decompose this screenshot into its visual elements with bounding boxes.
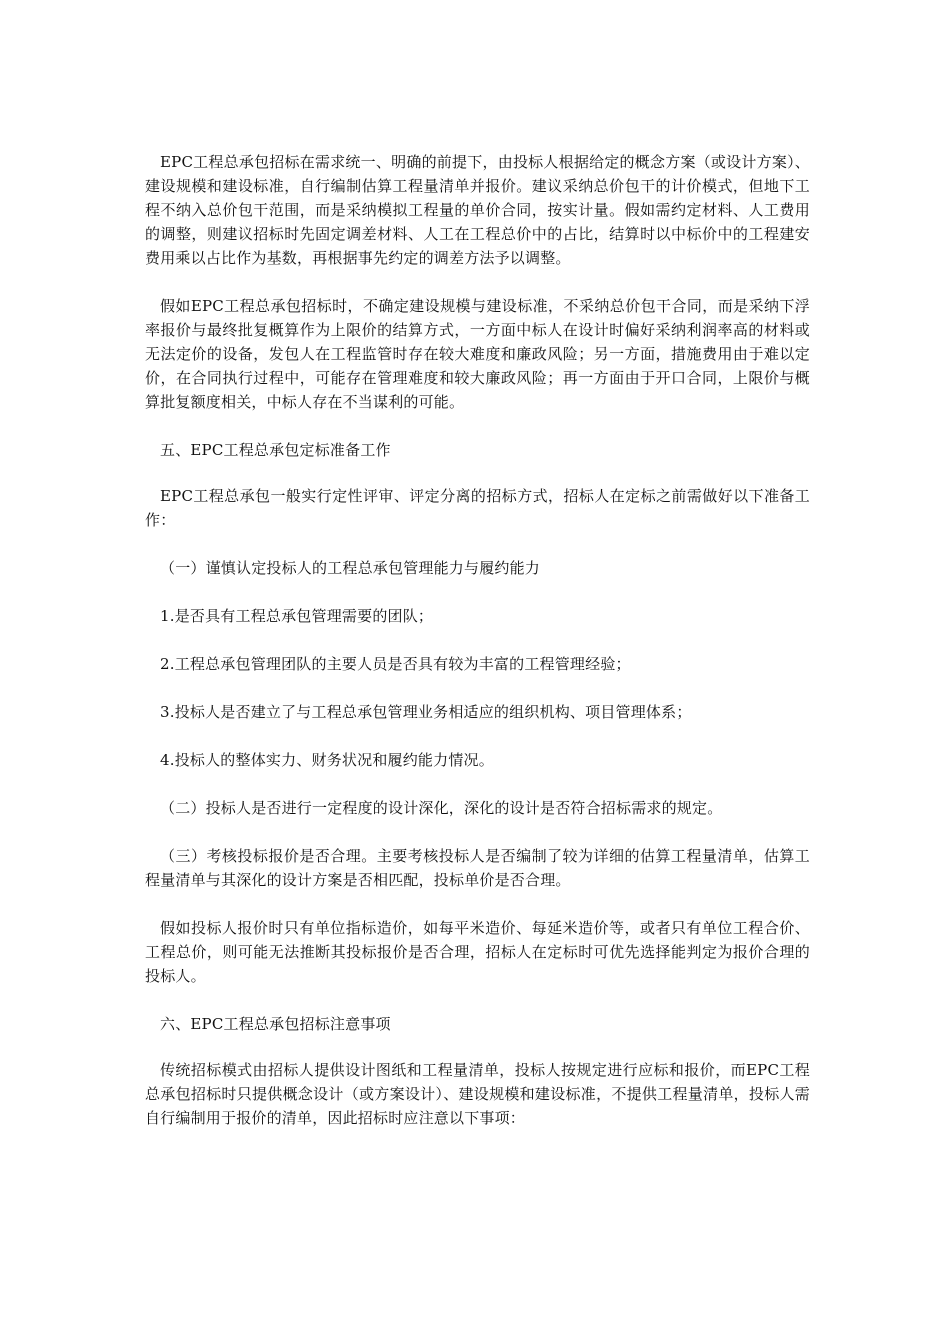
list-item-2: 2.工程总承包管理团队的主要人员是否具有较为丰富的工程管理经验； [160, 655, 631, 673]
subheading-3: （三）考核投标报价是否合理。主要考核投标人是否编制了较为详细的估算工程量清单，估算工程量清单与其深化的设计方案是否相匹配，投标单价是否合理。 [145, 847, 810, 889]
list-item-4: 4.投标人的整体实力、财务状况和履约能力情况。 [160, 751, 494, 769]
list-item-1: 1.是否具有工程总承包管理需要的团队； [160, 607, 434, 625]
paragraph-unit-price-judgement: 假如投标人报价时只有单位指标造价，如每平米造价、每延米造价等，或者只有单位工程合价、工程总价，则可能无法推断其投标报价是否合理，招标人在定标时可优先选择能判定为报价合理的投标人。 [145, 919, 810, 985]
section-heading-5: 五、EPC工程总承包定标准备工作 [160, 441, 391, 459]
paragraph-epc-bidding-pricing: EPC工程总承包招标在需求统一、明确的前提下，由投标人根据给定的概念方案（或设计方案）、建设规模和建设标准，自行编制估算工程量清单并报价。建议采纳总价包干的计价模式，但地下工程不纳入总价包干范围，而是采纳模拟工程量的单价合同，按实计量。假如需约定材料、人工费用的调整，则建议招标时先固定调差材料、人工在工程总价中的占比，结算时以中标价中的工程建安费用乘以占比作为基数，再根据事先约定的调差方法予以调整。 [145, 153, 810, 267]
paragraph-uncertain-scale-risk: 假如EPC工程总承包招标时，不确定建设规模与建设标准，不采纳总价包干合同，而是采纳下浮率报价与最终批复概算作为上限价的结算方式，一方面中标人在设计时偏好采纳利润率高的材料或无法定价的设备，发包人在工程监管时存在较大难度和廉政风险；另一方面，措施费用由于难以定价，在合同执行过程中，可能存在管理难度和较大廉政风险；再一方面由于开口合同，上限价与概算批复额度相关，中标人存在不当谋利的可能。 [145, 297, 810, 411]
paragraph-traditional-vs-epc: 传统招标模式由招标人提供设计图纸和工程量清单，投标人按规定进行应标和报价，而EPC工程总承包招标时只提供概念设计（或方案设计）、建设规模和建设标准，不提供工程量清单，投标人需自行编制用于报价的清单，因此招标时应注意以下事项： [145, 1061, 810, 1127]
document-page [145, 150, 810, 1154]
subheading-1: （一）谨慎认定投标人的工程总承包管理能力与履约能力 [160, 559, 541, 577]
subheading-2: （二）投标人是否进行一定程度的设计深化，深化的设计是否符合招标需求的规定。 [160, 799, 723, 817]
list-item-3: 3.投标人是否建立了与工程总承包管理业务相适应的组织机构、项目管理体系； [160, 703, 692, 721]
paragraph-award-prep-intro: EPC工程总承包一般实行定性评审、评定分离的招标方式，招标人在定标之前需做好以下准备工作： [145, 487, 810, 529]
section-heading-6: 六、EPC工程总承包招标注意事项 [160, 1015, 391, 1033]
